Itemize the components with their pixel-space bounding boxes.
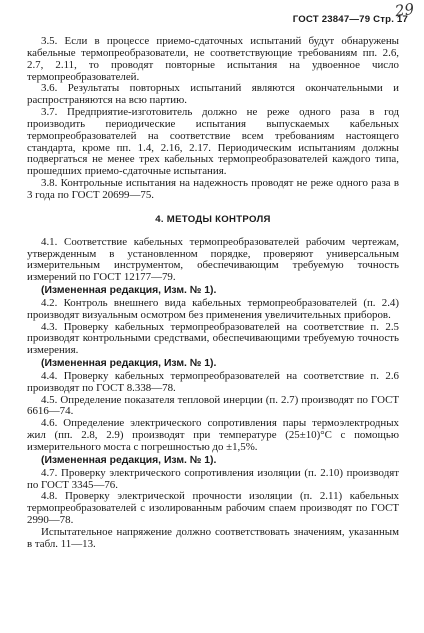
paragraph-test-voltage: Испытательное напряжение должно соответствовать значениям, указанным в табл. 11—13.: [27, 525, 399, 550]
paragraph-4-8: 4.8. Проверку электрической прочности изоляции (п. 2.11) кабельных термопреобразователей с изолированным рабочим спаем производят по ГОСТ 2990—78.: [27, 490, 399, 527]
page-header: ГОСТ 23847—79 Стр. 17: [292, 14, 408, 25]
handwritten-page-number: 29: [393, 0, 416, 21]
paragraph-4-4: 4.4. Проверку кабельных термопреобразователей на соответствие п. 2.6 производят по ГОСТ 8.338—78.: [27, 369, 399, 394]
paragraph-3-6: 3.6. Результаты повторных испытаний являются окончательными и распространяются на всю партию.: [27, 82, 399, 107]
paragraph-4-5: 4.5. Определение показателя тепловой инерции (п. 2.7) производят по ГОСТ 6616—74.: [27, 393, 399, 418]
paragraph-4-1: 4.1. Соответствие кабельных термопреобразователей рабочим чертежам, утвержденным в установленном порядке, проверяют универсальным измерительным инструментом, обеспечивающим требуемую точность измерений по ГОСТ 12177—79.: [27, 235, 399, 284]
paragraph-3-8: 3.8. Контрольные испытания на надежность проводят не реже одного раза в 3 года по ГОСТ 20699—75.: [27, 177, 399, 201]
paragraph-3-7: 3.7. Предприятие-изготовитель должно не реже одного раза в год производить периодические испытания выпускаемых кабельных термопреобразователей на соответствие всем требованиям настоящего стандарта, кроме пп. 1.4, 2.16, 2.17. Периодическим испытаниям должны подвергаться не менее трех кабельных термопреобразователей каждого типа, прошедших приемо-сдаточные испытания.: [27, 106, 399, 178]
paragraph-4-7: 4.7. Проверку электрического сопротивления изоляции (п. 2.10) производят по ГОСТ 3345—76.: [27, 466, 399, 491]
amendment-note: (Измененная редакция, Изм. № 1).: [41, 454, 217, 466]
section-title: 4. МЕТОДЫ КОНТРОЛЯ: [155, 213, 271, 225]
paragraph-4-2: 4.2. Контроль внешнего вида кабельных термопреобразователей (п. 2.4) производят визуальным осмотром без применения увеличительных приборов.: [27, 296, 399, 321]
amendment-note: (Измененная редакция, Изм. № 1).: [41, 285, 217, 297]
amendment-note: (Измененная редакция, Изм. № 1).: [41, 358, 217, 370]
paragraph-3-5: 3.5. Если в процессе приемо-сдаточных испытаний будут обнаружены кабельные термопреобразователи, не соответствующие требованиям пп. 2.6, 2.7, 2.11, то проводят повторные испытания на удвоенное число термопреобразователей.: [27, 35, 399, 83]
paragraph-4-3: 4.3. Проверку кабельных термопреобразователей на соответствие п. 2.5 производят контрольными средствами, обеспечивающими требуемую точность измерения.: [27, 320, 399, 357]
page-content: [27, 36, 399, 551]
paragraph-4-6: 4.6. Определение электрического сопротивления пары термоэлектродных жил (пп. 2.8, 2.9) производят при температуре (25±10)°С с помощью измерительного моста с погрешностью до ±1,5%.: [27, 417, 399, 453]
